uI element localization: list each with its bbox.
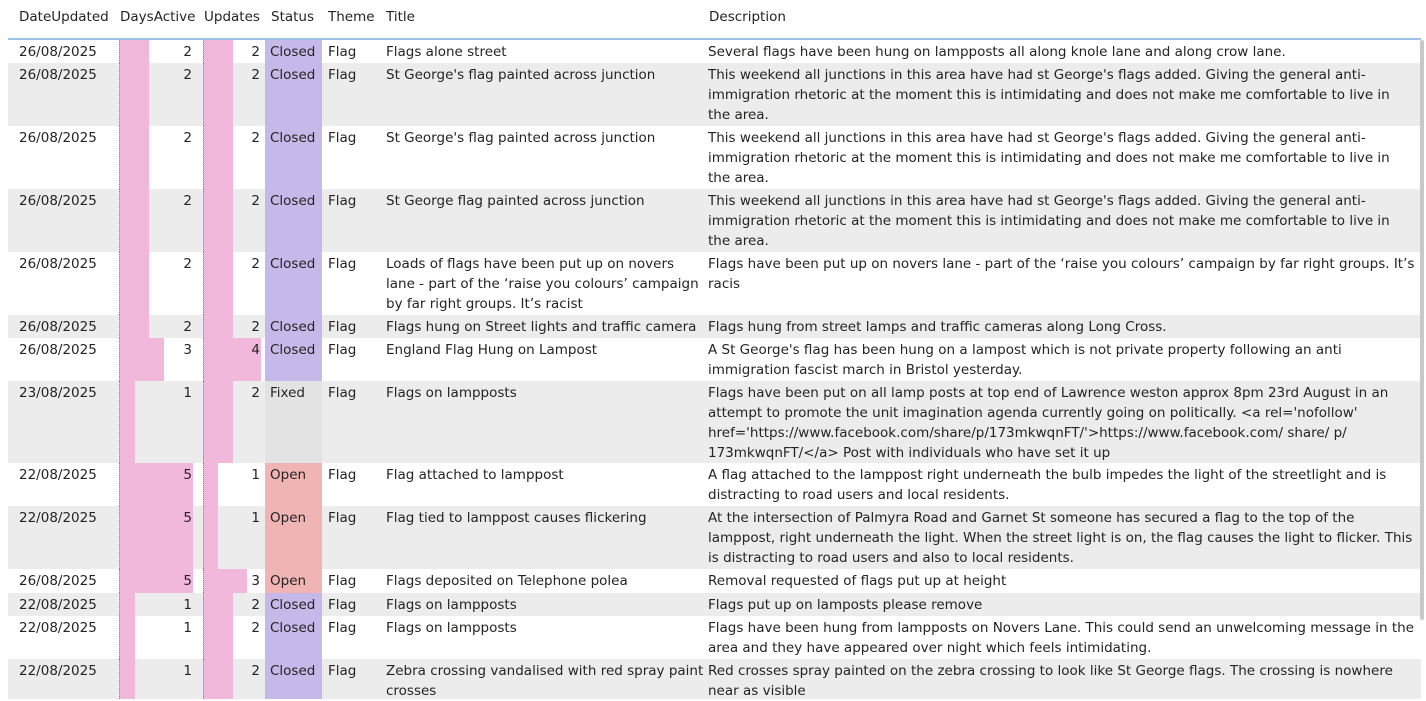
updates-bar: [203, 506, 218, 569]
theme-cell: Flag: [328, 385, 357, 401]
description-cell: Flags put up on lamposts please remove: [708, 597, 983, 613]
table-row[interactable]: [8, 338, 1421, 381]
updates-value: 2: [251, 256, 260, 272]
updates-value: 4: [251, 342, 260, 358]
date-cell: 26/08/2025: [19, 342, 97, 358]
days-active-cell: [119, 659, 192, 699]
updates-value: 3: [251, 573, 260, 589]
updates-cell: [203, 463, 260, 506]
title-cell: Flag tied to lamppost causes flickering: [386, 510, 647, 526]
table-row[interactable]: [8, 315, 1421, 338]
description-cell: At the intersection of Palmyra Road and Garnet St someone has secured a flag to the top of the lamppost, right underneath the light. When the street light is on, the flag causes the light to flicker. This is distracting to road users and also to local residents.: [708, 510, 1413, 566]
days-active-cell: [119, 569, 192, 593]
title-cell: Flags on lampposts: [386, 385, 517, 401]
title-cell: Flags alone street: [386, 44, 507, 60]
status-badge: Closed: [265, 252, 322, 315]
days-active-bar: [119, 315, 149, 338]
status-badge: Fixed: [265, 381, 322, 463]
days-active-cell: [119, 593, 192, 616]
column-header-status[interactable]: Status: [271, 9, 315, 25]
days-active-bar: [119, 252, 149, 315]
theme-cell: Flag: [328, 510, 357, 526]
theme-cell: Flag: [328, 67, 357, 83]
updates-bar: [203, 569, 247, 593]
days-active-cell: [119, 381, 192, 463]
updates-cell: [203, 126, 260, 189]
date-cell: 26/08/2025: [19, 319, 97, 335]
status-badge: Closed: [265, 189, 322, 252]
days-active-bar: [119, 40, 149, 63]
days-active-value: 5: [183, 467, 192, 483]
updates-value: 2: [251, 663, 260, 679]
status-badge: Closed: [265, 63, 322, 126]
description-cell: This weekend all junctions in this area have had st George's flags added. Giving the general anti-immigration rhetoric at the moment this is intimidating and does not make me comfortable to live in the area.: [708, 130, 1390, 186]
title-cell: Zebra crossing vandalised with red spray paint crosses: [386, 663, 704, 699]
theme-cell: Flag: [328, 342, 357, 358]
description-cell: Flags have been hung from lampposts on Novers Lane. This could send an unwelcoming message in the area and they have appeared over night which feels intimidating.: [708, 620, 1414, 656]
days-active-cell: [119, 463, 192, 506]
table-row[interactable]: [8, 616, 1421, 659]
updates-value: 2: [251, 193, 260, 209]
updates-cell: [203, 315, 260, 338]
days-active-bar: [119, 616, 135, 659]
theme-cell: Flag: [328, 467, 357, 483]
theme-cell: Flag: [328, 597, 357, 613]
updates-bar: [203, 315, 233, 338]
table-row[interactable]: [8, 593, 1421, 616]
title-cell: England Flag Hung on Lampost: [386, 342, 598, 358]
updates-bar: [203, 593, 233, 616]
description-cell: This weekend all junctions in this area have had st George's flags added. Giving the general anti-immigration rhetoric at the moment this is intimidating and does not make me comfortable to live in the area.: [708, 193, 1390, 249]
status-badge: Closed: [265, 659, 322, 699]
updates-cell: [203, 381, 260, 463]
description-cell: Flags hung from street lamps and traffic cameras along Long Cross.: [708, 319, 1167, 335]
updates-bar: [203, 659, 233, 699]
days-active-bar: [119, 338, 164, 381]
days-active-value: 5: [183, 573, 192, 589]
date-cell: 22/08/2025: [19, 620, 97, 636]
updates-bar: [203, 189, 233, 252]
updates-value: 2: [251, 597, 260, 613]
days-active-bar: [119, 63, 149, 126]
updates-bar: [203, 40, 233, 63]
date-cell: 22/08/2025: [19, 663, 97, 679]
description-cell: A flag attached to the lamppost right underneath the bulb impedes the light of the streetlight and is distracting to road users and local residents.: [708, 467, 1387, 503]
status-badge: Open: [265, 463, 322, 506]
table-row[interactable]: [8, 463, 1421, 506]
title-cell: St George flag painted across junction: [386, 193, 645, 209]
table-row[interactable]: [8, 569, 1421, 593]
days-active-cell: [119, 506, 192, 569]
table-header: [0, 0, 1426, 38]
days-active-value: 1: [183, 663, 192, 679]
description-cell: This weekend all junctions in this area have had st George's flags added. Giving the general anti-immigration rhetoric at the moment this is intimidating and does not make me comfortable to live in the area.: [708, 67, 1390, 123]
table-row[interactable]: [8, 252, 1421, 315]
title-cell: Flags hung on Street lights and traffic camera: [386, 319, 697, 335]
days-active-bar: [119, 569, 193, 593]
column-header-theme[interactable]: Theme: [328, 9, 375, 25]
status-badge: Closed: [265, 126, 322, 189]
table-row[interactable]: [8, 506, 1421, 569]
updates-bar: [203, 381, 233, 463]
days-active-bar: [119, 381, 135, 463]
date-cell: 22/08/2025: [19, 467, 97, 483]
updates-bar: [203, 463, 218, 506]
days-active-cell: [119, 252, 192, 315]
days-active-value: 2: [183, 130, 192, 146]
updates-value: 2: [251, 44, 260, 60]
days-active-value: 2: [183, 44, 192, 60]
date-cell: 22/08/2025: [19, 510, 97, 526]
theme-cell: Flag: [328, 620, 357, 636]
updates-cell: [203, 593, 260, 616]
status-badge: Closed: [265, 338, 322, 381]
updates-value: 1: [251, 510, 260, 526]
title-cell: Flags deposited on Telephone polea: [386, 573, 628, 589]
description-cell: Flags have been put up on novers lane - part of the ‘raise you colours’ campaign by far right groups. It’s racis: [708, 256, 1415, 292]
updates-value: 2: [251, 67, 260, 83]
days-active-value: 2: [183, 319, 192, 335]
table-row[interactable]: [8, 126, 1421, 189]
table-row[interactable]: [8, 659, 1421, 699]
days-active-cell: [119, 315, 192, 338]
days-active-cell: [119, 40, 192, 63]
description-cell: Several flags have been hung on lampposts all along knole lane and along crow lane.: [708, 44, 1286, 60]
theme-cell: Flag: [328, 130, 357, 146]
updates-cell: [203, 616, 260, 659]
days-active-bar: [119, 189, 149, 252]
updates-cell: [203, 40, 260, 63]
days-active-cell: [119, 63, 192, 126]
table-row[interactable]: [8, 40, 1421, 63]
column-header-date[interactable]: DateUpdated: [19, 9, 109, 25]
date-cell: 26/08/2025: [19, 130, 97, 146]
updates-bar: [203, 252, 233, 315]
date-cell: 26/08/2025: [19, 193, 97, 209]
description-cell: A St George's flag has been hung on a lampost which is not private property following an anti immigration fascist march in Bristol yesterday.: [708, 342, 1342, 378]
days-active-cell: [119, 126, 192, 189]
updates-bar: [203, 126, 233, 189]
updates-cell: [203, 659, 260, 699]
updates-cell: [203, 63, 260, 126]
date-cell: 26/08/2025: [19, 256, 97, 272]
description-cell: Removal requested of flags put up at height: [708, 573, 1007, 589]
title-cell: St George's flag painted across junction: [386, 130, 656, 146]
table-row[interactable]: [8, 189, 1421, 252]
days-active-cell: [119, 616, 192, 659]
days-active-cell: [119, 338, 192, 381]
days-active-cell: [119, 189, 192, 252]
date-cell: 26/08/2025: [19, 67, 97, 83]
theme-cell: Flag: [328, 44, 357, 60]
table-row[interactable]: [8, 381, 1421, 463]
date-cell: 22/08/2025: [19, 597, 97, 613]
updates-cell: [203, 506, 260, 569]
column-header-days-active[interactable]: DaysActive: [120, 9, 196, 25]
days-active-value: 1: [183, 385, 192, 401]
updates-bar: [203, 63, 233, 126]
days-active-value: 2: [183, 67, 192, 83]
date-cell: 23/08/2025: [19, 385, 97, 401]
updates-value: 2: [251, 319, 260, 335]
status-badge: Closed: [265, 40, 322, 63]
status-badge: Open: [265, 569, 322, 593]
days-active-value: 5: [183, 510, 192, 526]
title-cell: Flags on lampposts: [386, 597, 517, 613]
vertical-scrollbar[interactable]: [1420, 40, 1424, 620]
days-active-value: 1: [183, 597, 192, 613]
theme-cell: Flag: [328, 573, 357, 589]
updates-cell: [203, 252, 260, 315]
updates-bar: [203, 616, 233, 659]
days-active-bar: [119, 659, 135, 699]
days-active-value: 3: [183, 342, 192, 358]
status-badge: Open: [265, 506, 322, 569]
theme-cell: Flag: [328, 193, 357, 209]
updates-value: 1: [251, 467, 260, 483]
days-active-value: 1: [183, 620, 192, 636]
date-cell: 26/08/2025: [19, 44, 97, 60]
column-header-title[interactable]: Title: [386, 9, 415, 25]
status-badge: Closed: [265, 593, 322, 616]
column-header-updates[interactable]: Updates: [204, 9, 260, 25]
days-active-bar: [119, 126, 149, 189]
theme-cell: Flag: [328, 256, 357, 272]
title-cell: Flags on lampposts: [386, 620, 517, 636]
updates-cell: [203, 569, 260, 593]
updates-cell: [203, 189, 260, 252]
days-active-value: 2: [183, 193, 192, 209]
title-cell: St George's flag painted across junction: [386, 67, 656, 83]
status-badge: Closed: [265, 616, 322, 659]
days-active-bar: [119, 506, 193, 569]
updates-value: 2: [251, 130, 260, 146]
description-cell: Flags have been put on all lamp posts at top end of Lawrence weston approx 8pm 23rd August in an attempt to promote the unit imagination agenda currently going on politically. <a rel='nofollow' href='https://www.facebook.com/share/p/173mkwqnFT/'>https://www.facebook.com/ share/ p/ 173mkwqnFT/</a> Post with individuals who have set it up: [708, 385, 1389, 461]
date-cell: 26/08/2025: [19, 573, 97, 589]
description-cell: Red crosses spray painted on the zebra crossing to look like St George flags. The crossing is nowhere near as visible: [708, 663, 1393, 699]
updates-cell: [203, 338, 260, 381]
title-cell: Flag attached to lamppost: [386, 467, 564, 483]
days-active-value: 2: [183, 256, 192, 272]
updates-value: 2: [251, 385, 260, 401]
column-header-description[interactable]: Description: [709, 9, 786, 25]
updates-value: 2: [251, 620, 260, 636]
theme-cell: Flag: [328, 663, 357, 679]
theme-cell: Flag: [328, 319, 357, 335]
table-row[interactable]: [8, 63, 1421, 126]
days-active-bar: [119, 463, 193, 506]
title-cell: Loads of flags have been put up on novers lane - part of the ‘raise you colours’ campaign by far right groups. It’s racist: [386, 256, 699, 312]
days-active-bar: [119, 593, 135, 616]
status-badge: Closed: [265, 315, 322, 338]
